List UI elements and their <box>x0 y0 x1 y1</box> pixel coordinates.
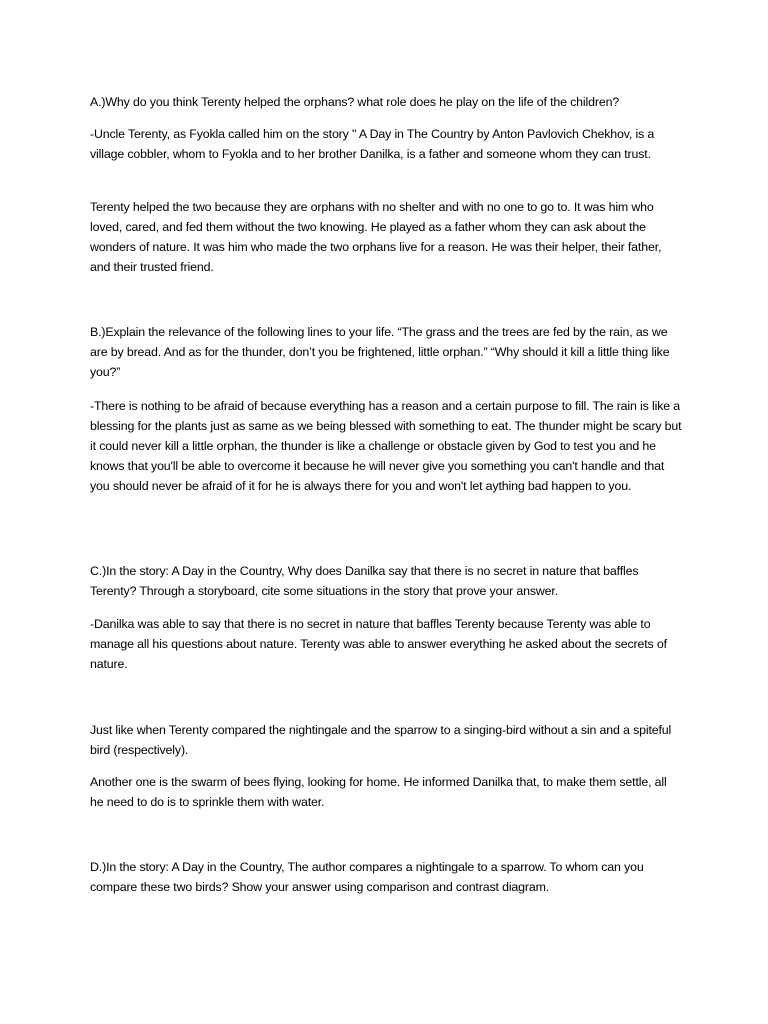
question-c: C.)In the story: A Day in the Country, Why does Danilka say that there is no secret in nature that baffles Terenty? Through a storyboard, cite some situations in the story that prove your answer. <box>90 564 639 598</box>
answer-c-example-1: Just like when Terenty compared the nightingale and the sparrow to a singing-bird without a sin and a spiteful bird (respectively). <box>90 723 672 757</box>
question-d: D.)In the story: A Day in the Country, The author compares a nightingale to a sparrow. To whom can you compare these two birds? Show your answer using comparison and contrast diagram. <box>90 860 644 894</box>
question-b: B.)Explain the relevance of the following lines to your life. “The grass and the trees are fed by the rain, as we are by bread. And as for the thunder, don’t you be frightened, little orphan.” “Why should it kill a little thing like you?” <box>90 325 670 379</box>
answer-c: -Danilka was able to say that there is no secret in nature that baffles Terenty because Terenty was able to manage all his questions about nature. Terenty was able to answer everything he asked about the secrets of nature. <box>90 617 667 671</box>
answer-a-paragraph-2: Terenty helped the two because they are orphans with no shelter and with no one to go to. It was him who loved, cared, and fed them without the two knowing. He played as a father whom they can ask about the wonders of nature. It was him who made the two orphans live for a reason. He was their helper, their father, and their trusted friend. <box>90 200 662 274</box>
answer-a-paragraph-1: -Uncle Terenty, as Fyokla called him on the story " A Day in The Country by Anton Pavlovich Chekhov, is a village cobbler, whom to Fyokla and to her brother Danilka, is a father and someone whom they can trust. <box>90 127 655 161</box>
question-a: A.)Why do you think Terenty helped the orphans? what role does he play on the life of the children? <box>90 95 620 109</box>
answer-b: -There is nothing to be afraid of because everything has a reason and a certain purpose to fill. The rain is like a blessing for the plants just as same as we being blessed with something to eat. The thunder might be scary but it could never kill a little orphan, the thunder is like a challenge or obstacle given by God to test you and he knows that you'll be able to overcome it because he will never give you something you can't handle and that you should never be afraid of it for he is always there for you and won't let aything bad happen to you. <box>90 399 682 493</box>
answer-c-example-2: Another one is the swarm of bees flying, looking for home. He informed Danilka that, to make them settle, all he need to do is to sprinkle them with water. <box>90 775 667 809</box>
